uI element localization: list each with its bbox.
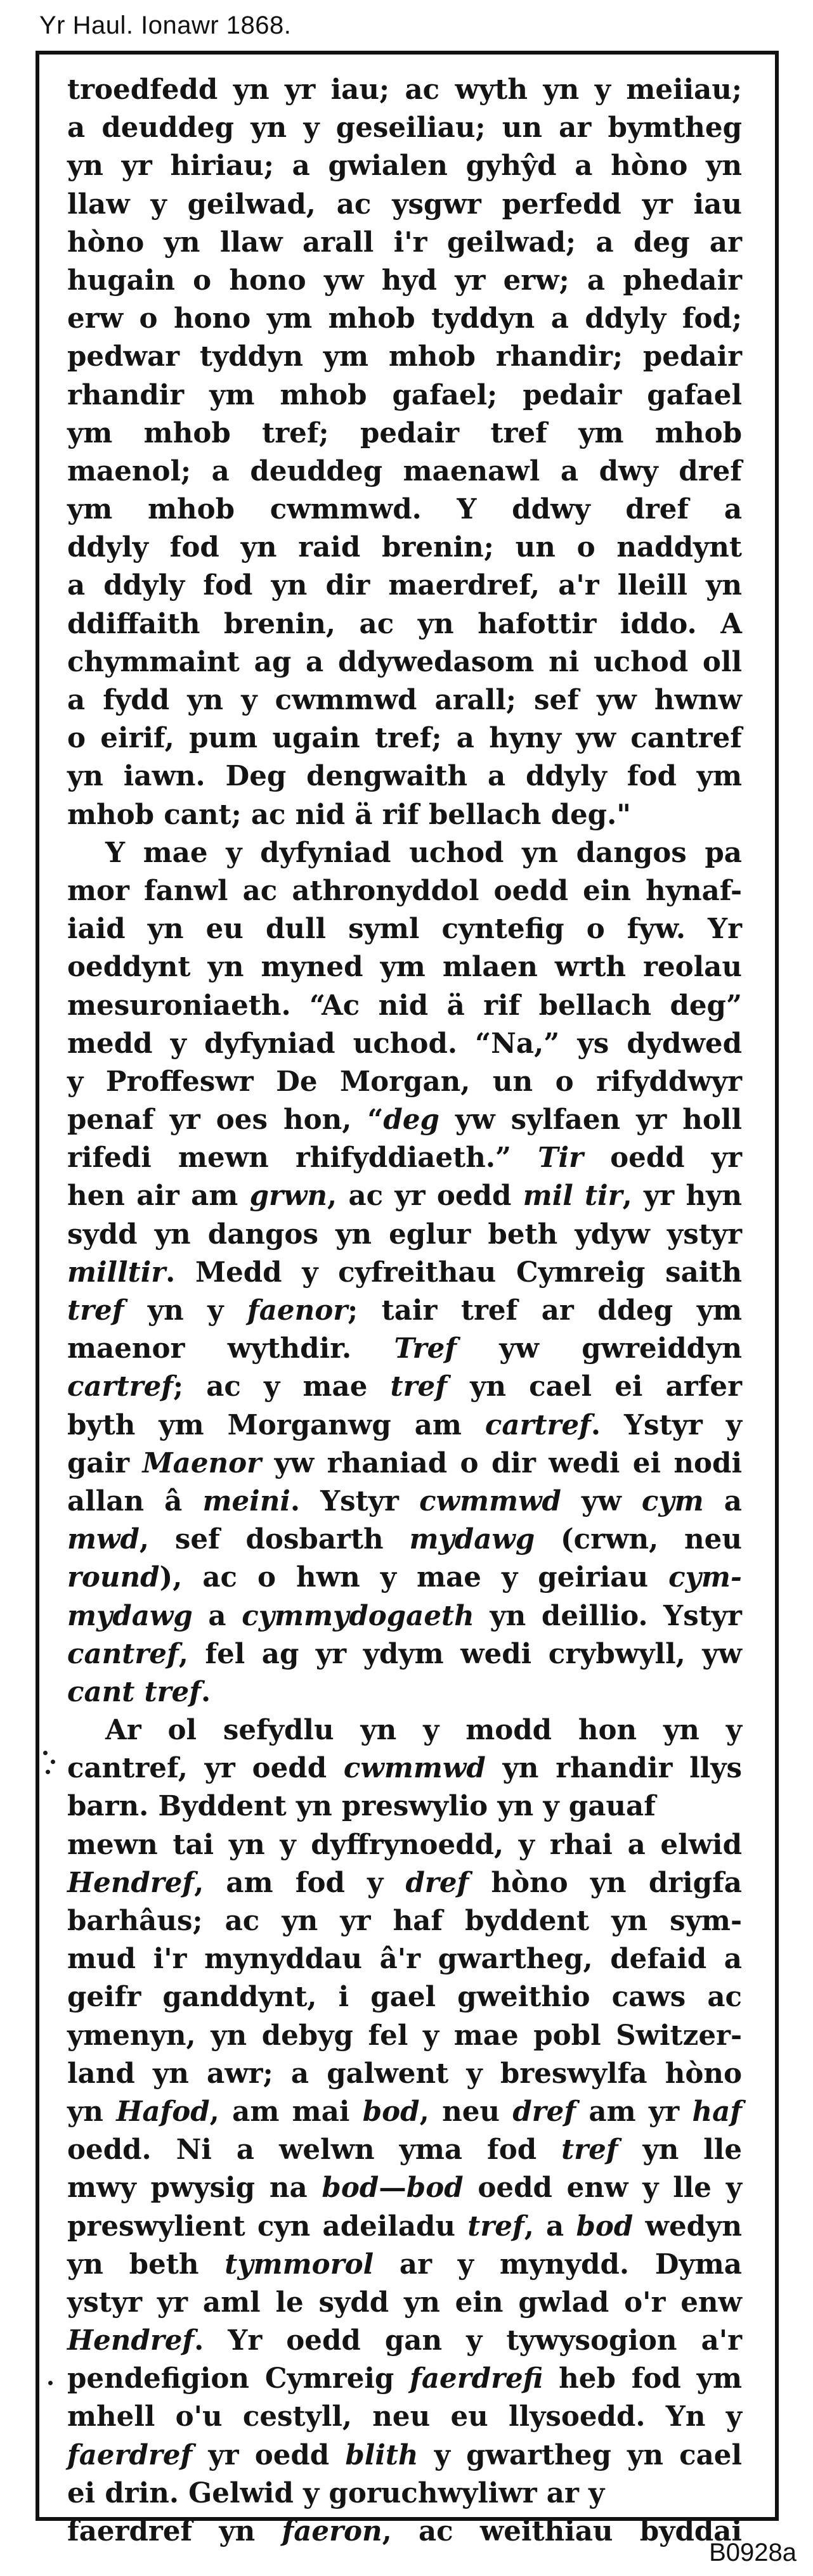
text-line: mydawg a cymmydogaeth yn deillio. Ystyr	[67, 1599, 742, 1632]
text-line: milltir. Medd y cyfreithau Cymreig saith	[67, 1256, 742, 1289]
text-line: iaid yn eu dull syml cyntefig o fyw. Yr	[67, 913, 742, 946]
text-line: cartref; ac y mae tref yn cael ei arfer	[67, 1370, 742, 1403]
text-line: ddyly fod yn raid brenin; un o naddynt	[67, 531, 742, 564]
text-line: rifedi mewn rhifyddiaeth.” Tir oedd yr	[67, 1142, 742, 1175]
text-line: mwy pwysig na bod—bod oedd enw y lle y	[67, 2172, 742, 2205]
text-line: Y mae y dyfyniad uchod yn dangos pa	[105, 836, 742, 869]
ink-speck	[48, 2381, 53, 2385]
ink-speck	[51, 1760, 55, 1764]
text-line: a fydd yn y cwmmwd arall; sef yw hwnw	[67, 684, 742, 716]
text-line: ei drin. Gelwid y goruchwyliwr ar y	[67, 2476, 605, 2509]
text-line: sydd yn dangos yn eglur beth ydyw ystyr	[67, 1218, 742, 1251]
text-line: cantref, yr oedd cwmmwd yn rhandir llys	[67, 1752, 742, 1785]
text-line: hen air am grwn, ac yr oedd mil tir, yr hyn	[67, 1180, 742, 1213]
text-line: Hendref. Yr oedd gan y tywysogion a'r	[67, 2324, 742, 2357]
text-line: geifr ganddynt, i gael gweithio caws ac	[67, 1981, 742, 2014]
text-line: erw o hono ym mhob tyddyn a ddyly fod;	[67, 302, 742, 335]
text-line: mhob cant; ac nid ä rif bellach deg."	[67, 798, 631, 831]
article-frame	[36, 51, 779, 2547]
ink-speck	[46, 1770, 50, 1774]
text-line: cantref, fel ag yr ydym wedi crybwyll, yw	[67, 1637, 742, 1670]
text-line: yn beth tymmorol ar y mynydd. Dyma	[67, 2248, 742, 2281]
ink-speck	[43, 1751, 48, 1755]
text-line: mewn tai yn y dyffrynoedd, y rhai a elwid	[67, 1828, 742, 1861]
text-line: faerdref yn faeron, ac weithiau byddai	[67, 2515, 742, 2547]
text-line: mesuroniaeth. “Ac nid ä rif bellach deg”	[67, 989, 742, 1022]
text-line: barhâus; ac yn yr haf byddent yn sym-	[67, 1905, 742, 1937]
text-line: y Proffeswr De Morgan, un o rifyddwyr	[67, 1065, 742, 1098]
text-line: ym mhob cwmmwd. Y ddwy dref a	[67, 493, 742, 526]
text-line: o eirif, pum ugain tref; a hyny yw cantref	[67, 722, 742, 755]
source-caption: Yr Haul. Ionawr 1868.	[39, 11, 292, 39]
text-line: tref yn y faenor; tair tref ar ddeg ym	[67, 1294, 742, 1327]
text-line: chymmaint ag a ddywedasom ni uchod oll	[67, 645, 742, 678]
text-line: allan â meini. Ystyr cwmmwd yw cym a	[67, 1484, 742, 1517]
text-line: yn Hafod, am mai bod, neu dref am yr haf	[67, 2095, 742, 2128]
text-line: mor fanwl ac athronyddol oedd ein hynaf-	[67, 874, 742, 907]
text-line: yn yr hiriau; a gwialen gyhŷd a hòno yn	[67, 150, 742, 183]
text-line: barn. Byddent yn preswylio yn y gauaf	[67, 1790, 656, 1823]
reference-code: B0928a	[709, 2539, 797, 2566]
text-line: oeddynt yn myned ym mlaen wrth reolau	[67, 951, 742, 984]
text-line: medd y dyfyniad uchod. “Na,” ys dydwed	[67, 1027, 742, 1060]
text-line: cant tref.	[67, 1675, 211, 1708]
text-line: penaf yr oes hon, “deg yw sylfaen yr holl	[67, 1104, 742, 1137]
text-line: ym mhob tref; pedair tref ym mhob	[67, 416, 742, 449]
text-line: llaw y geilwad, ac ysgwr perfedd yr iau	[67, 188, 742, 221]
text-line: pedwar tyddyn ym mhob rhandir; pedair	[67, 340, 742, 373]
text-line: preswylient cyn adeiladu tref, a bod wedyn	[67, 2210, 742, 2243]
text-line: oedd. Ni a welwn yma fod tref yn lle	[67, 2134, 742, 2167]
text-line: a deuddeg yn y geseiliau; un ar bymtheg	[67, 112, 742, 145]
text-line: round), ac o hwn y mae y geiriau cym-	[67, 1561, 742, 1594]
text-line: Ar ol sefydlu yn y modd hon yn y	[105, 1714, 742, 1747]
text-line: ddiffaith brenin, ac yn hafottir iddo. A	[67, 607, 742, 640]
text-line: troedfedd yn yr iau; ac wyth yn y meiiau;	[67, 74, 742, 106]
text-line: rhandir ym mhob gafael; pedair gafael	[67, 378, 742, 411]
text-line: hòno yn llaw arall i'r geilwad; a deg ar	[67, 226, 742, 259]
text-line: byth ym Morganwg am cartref. Ystyr y	[67, 1408, 742, 1441]
text-line: mud i'r mynyddau â'r gwartheg, defaid a	[67, 1943, 742, 1976]
text-line: maenor wythdir. Tref yw gwreiddyn	[67, 1332, 742, 1365]
text-line: a ddyly fod yn dir maerdref, a'r lleill yn	[67, 569, 742, 602]
article-text	[67, 71, 742, 2551]
text-line: gair Maenor yw rhaniad o dir wedi ei nodi	[67, 1446, 742, 1479]
text-line: ystyr yr aml le sydd yn ein gwlad o'r enw	[67, 2286, 742, 2319]
text-line: maenol; a deuddeg maenawl a dwy dref	[67, 454, 742, 487]
text-line: pendefigion Cymreig faerdrefi heb fod ym	[67, 2362, 742, 2395]
text-line: Hendref, am fod y dref hòno yn drigfa	[67, 1866, 742, 1899]
text-line: mhell o'u cestyll, neu eu llysoedd. Yn y	[67, 2400, 742, 2433]
text-line: hugain o hono yw hyd yr erw; a phedair	[67, 264, 742, 297]
text-line: yn iawn. Deg dengwaith a ddyly fod ym	[67, 760, 742, 793]
text-line: mwd, sef dosbarth mydawg (crwn, neu	[67, 1523, 742, 1556]
text-line: ymenyn, yn debyg fel y mae pobl Switzer-	[67, 2019, 742, 2052]
text-line: land yn awr; a galwent y breswylfa hòno	[67, 2057, 742, 2090]
text-line: faerdref yr oedd blith y gwartheg yn cael	[67, 2438, 742, 2471]
